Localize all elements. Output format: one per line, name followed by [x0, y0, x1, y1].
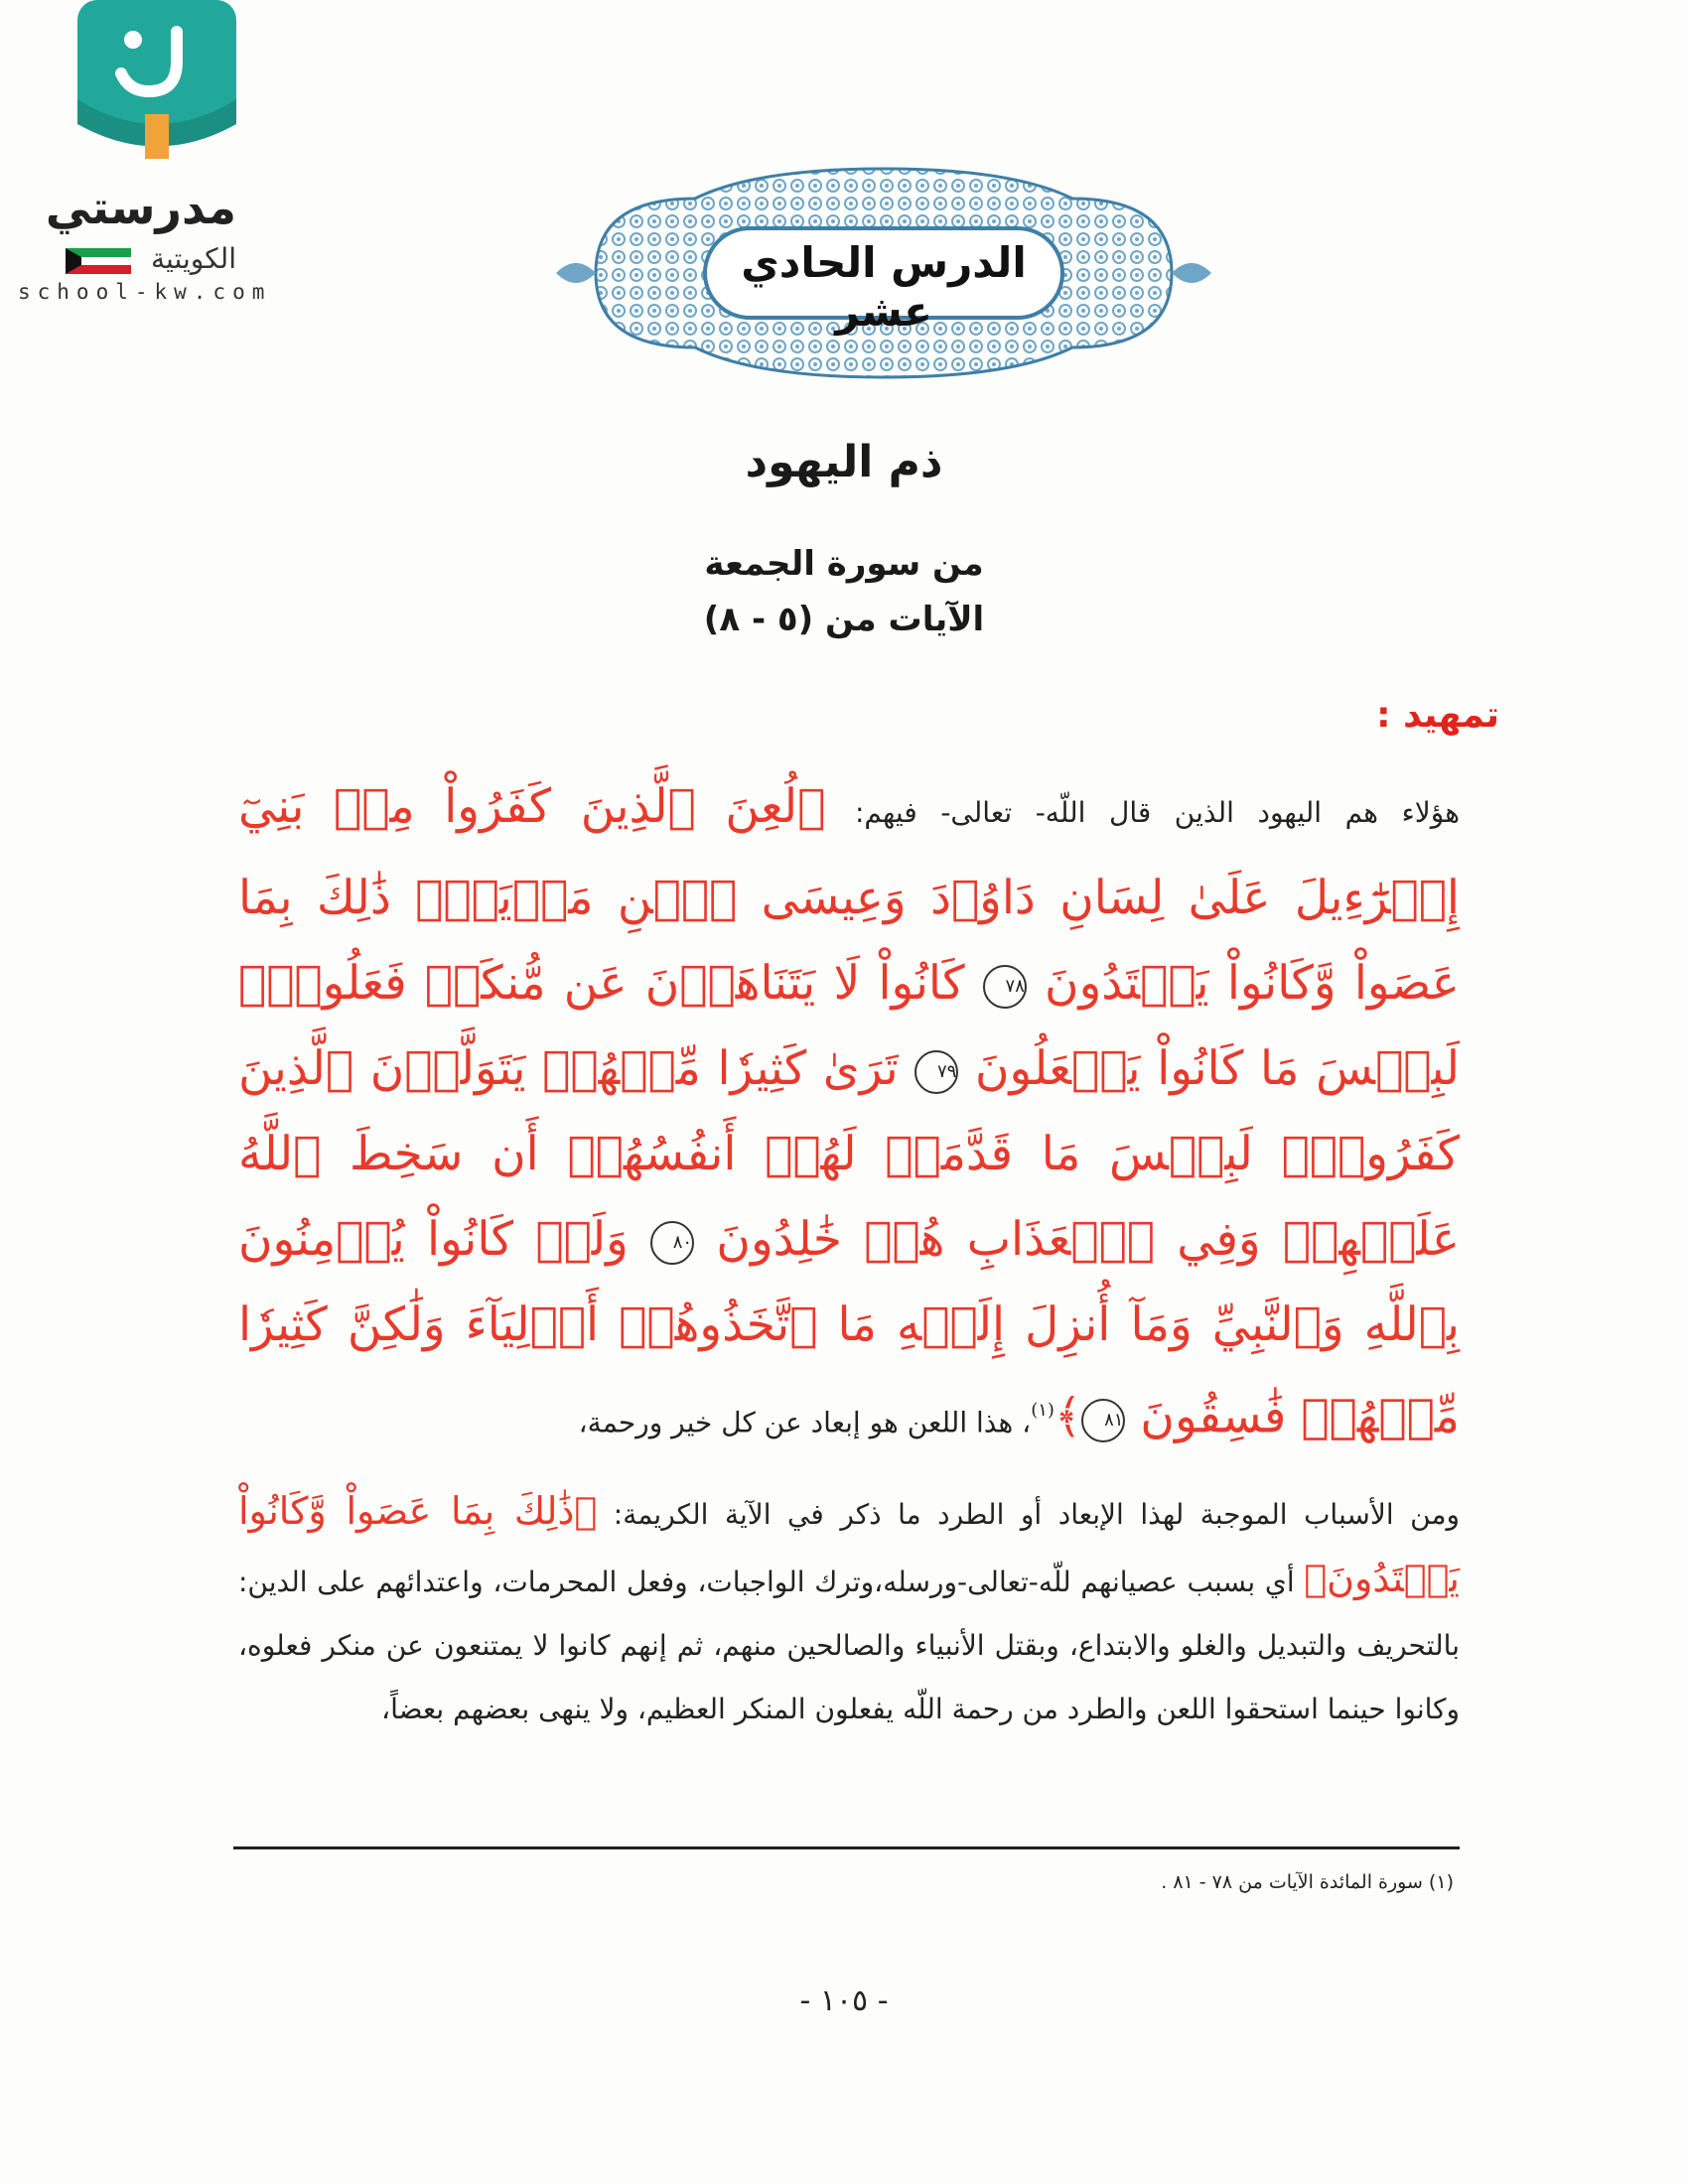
intro-lead: هؤلاء هم اليهود الذين قال اللّه- تعالى- فيهم: [854, 796, 1460, 829]
lesson-title: الدرس الحادي عشر [741, 238, 1027, 336]
book-smile-icon [77, 0, 236, 159]
prose-part-1: ومن الأسباب الموجبة لهذا الإبعاد أو الطرد ما ذكر في الآية الكريمة: [613, 1498, 1460, 1531]
verses-range: الآيات من (٥ - ٨) [703, 600, 985, 639]
ayah-number-78: ٧٨ [983, 965, 1027, 1009]
verse-block [238, 764, 1460, 1466]
logo-name: مدرستي [45, 181, 236, 234]
logo-country-text: الكويتية [151, 242, 236, 275]
footnote: (١) سورة المائدة الآيات من ٧٨ - ٨١ . [1161, 1871, 1454, 1893]
prose-part-2: أي بسبب عصيانهم للّه-تعالى-ورسله،وترك الواجبات، وفعل المحرمات، واعتدائهم على الدين: بالتحريف والتبديل والغلو والابتداع، وبقتل الأنبياء والصالحين منهم، ثم إنهم كانوا لا يمتنعون عن منكر فعلوه، وكانوا حينما استحقوا اللعن والطرد من رحمة اللّه يفعلون المنكر العظيم، ولا ينهى بعضهم بعضاً، [238, 1566, 1460, 1725]
ayah-number-79: ٧٩ [914, 1050, 958, 1094]
logo-url[interactable]: school-kw.com [18, 280, 272, 304]
kuwait-flag-icon [66, 248, 131, 274]
explanation-paragraph [238, 1479, 1460, 1741]
verse-quote: ﴿ذَٰلِكَ بِمَا عَصَواْ وَّكَانُواْ يَعۡتَدُونَ﴾ [238, 1489, 1460, 1600]
ayah-number-80: ٨٠ [650, 1221, 694, 1265]
verse-80: تَرَىٰ كَثِيرٗا مِّنۡهُمۡ يَتَوَلَّوۡنَ ٱلَّذِينَ كَفَرُواْۚ لَبِئۡسَ مَا قَدَّمَتۡ لَهُمۡ أَنفُسُهُمۡ أَن سَخِطَ ٱللَّهُ عَلَيۡهِمۡ وَفِي ٱلۡعَذَابِ هُمۡ خَٰلِدُونَ [238, 1041, 1460, 1267]
verse-79: كَانُواْ لَا يَتَنَاهَوۡنَ عَن مُّنكَرٖ فَعَلُوهُۚ لَبِئۡسَ مَا كَانُواْ يَفۡعَلُونَ [238, 956, 1460, 1096]
ayah-number-81: ٨١ [1081, 1399, 1125, 1442]
page-number: - ١٠٥ - [799, 1983, 889, 2018]
footnote-ref[interactable]: (١) [1031, 1400, 1055, 1421]
verse-close: ﴾ [1054, 1389, 1082, 1444]
verse-78: ﴿لُعِنَ ٱلَّذِينَ كَفَرُواْ مِنۢ بَنِيٓ إِسۡرَٰٓءِيلَ عَلَىٰ لِسَانِ دَاوُۥدَ وَعِيسَى ٱبۡنِ مَرۡيَمَۚ ذَٰلِكَ بِمَا عَصَواْ وَّكَانُواْ يَعۡتَدُونَ [238, 779, 1460, 1011]
logo-country [18, 238, 236, 278]
intro-label: تمهيد : [1376, 695, 1499, 736]
verse-81: وَلَوۡ كَانُواْ يُؤۡمِنُونَ بِٱللَّهِ وَٱلنَّبِيِّ وَمَآ أُنزِلَ إِلَيۡهِ مَا ٱتَّخَذُوهُمۡ أَوۡلِيَآءَ وَلَٰكِنَّ كَثِيرٗا مِّنۡهُمۡ فَٰسِقُونَ [238, 1212, 1460, 1444]
surah-name: من سورة الجمعة [704, 544, 984, 584]
footnote-divider [233, 1846, 1460, 1849]
main-heading: ذم اليهود [745, 437, 943, 487]
verse-commentary: ، هذا اللعن هو إبعاد عن كل خير ورحمة، [578, 1406, 1032, 1439]
site-logo[interactable] [18, 0, 316, 308]
